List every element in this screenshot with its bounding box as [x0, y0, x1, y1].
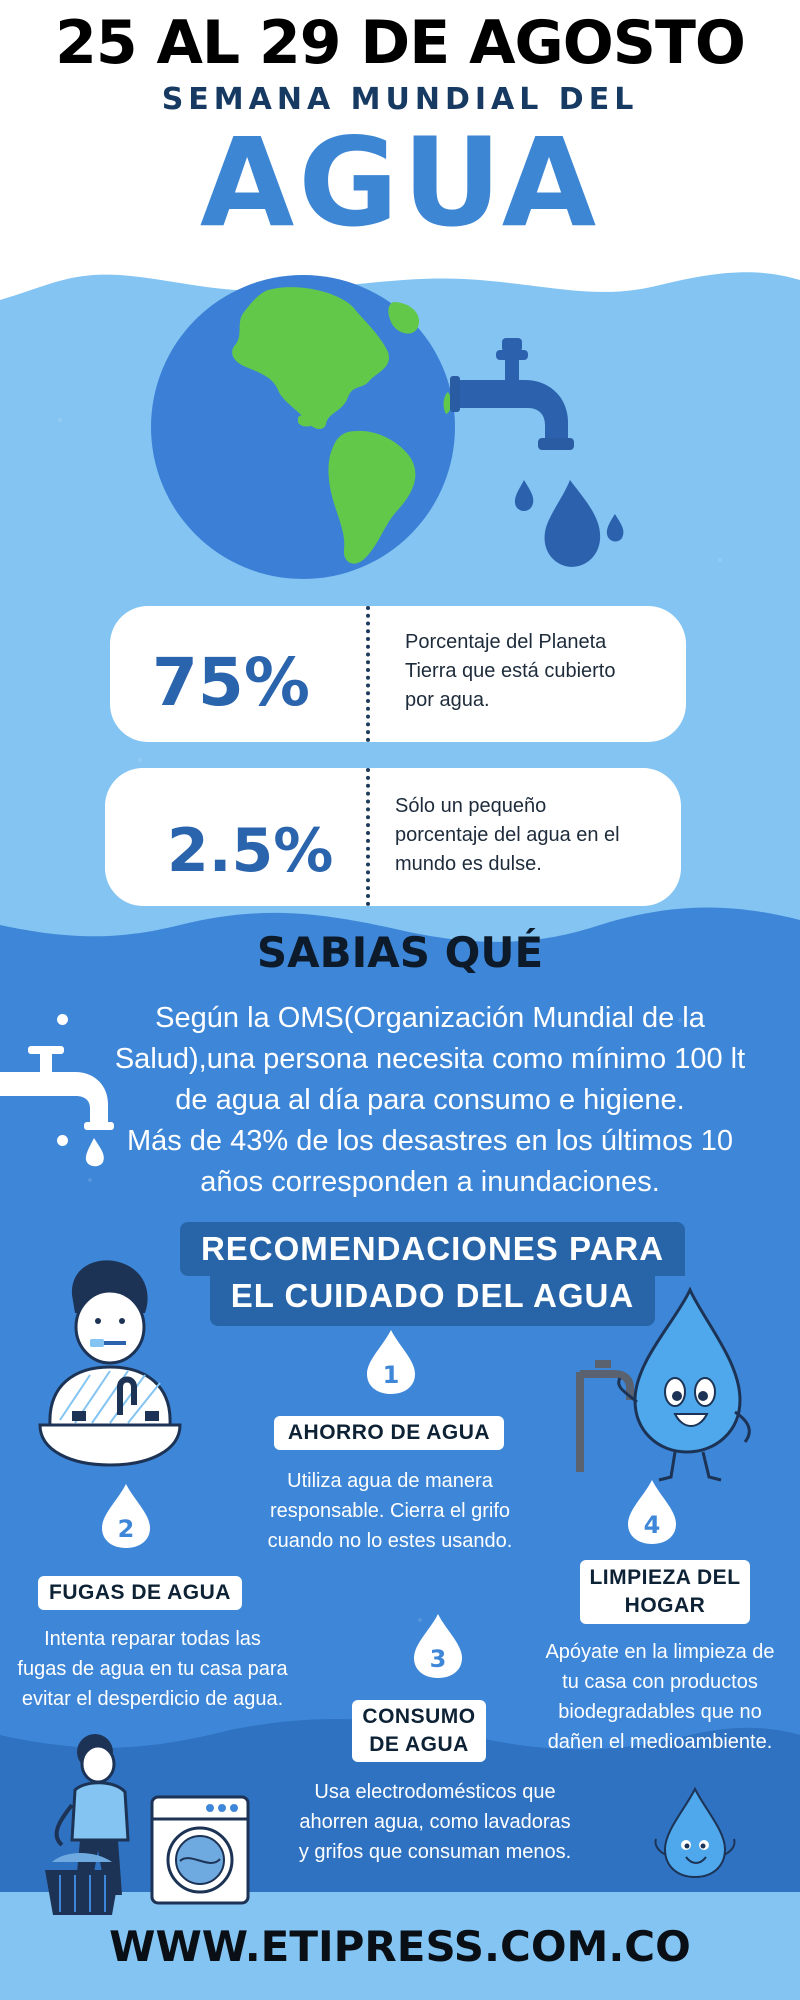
- recommendation-description: Apóyate en la limpieza de tu casa con productos biodegradables que no dañen el medioambiente.: [545, 1641, 775, 1753]
- boy-brushing-teeth-illustration: [30, 1255, 190, 1475]
- stat-description: Porcentaje del Planeta Tierra que está cubierto por agua.: [405, 631, 616, 711]
- recommendation-label: AHORRO DE AGUA: [274, 1416, 504, 1450]
- recommendation-description: Utiliza agua de manera responsable. Cierra el grifo cuando no lo estes usando.: [267, 1470, 513, 1552]
- recommendation-description: Usa electrodomésticos que ahorren agua, como lavadoras y grifos que consuman menos.: [298, 1781, 572, 1863]
- page-title: AGUA: [199, 112, 601, 254]
- faucet-icon: [450, 330, 630, 580]
- stat-value: 2.5%: [167, 816, 334, 886]
- step-number-drop: [624, 1478, 680, 1546]
- stat-value: 75%: [152, 644, 310, 721]
- recommendation-description: Intenta reparar todas las fugas de agua en tu casa para evitar el desperdicio de agua.: [17, 1628, 288, 1710]
- stat-card: [110, 606, 686, 742]
- event-dates: 25 AL 29 DE AGOSTO: [55, 8, 745, 78]
- divider: [366, 606, 370, 742]
- recommendations-title-line: RECOMENDACIONES PARA: [200, 1230, 665, 1267]
- bullet: [57, 1014, 68, 1025]
- step-number-drop: [98, 1482, 154, 1550]
- step-number: 2: [117, 1515, 135, 1543]
- earth-globe-icon: [148, 272, 458, 582]
- washing-machine-icon: [150, 1795, 250, 1905]
- stat-description: Sólo un pequeño porcentaje del agua en el mundo es dulse.: [395, 795, 620, 875]
- bullet: [57, 1135, 68, 1146]
- recommendation-label: FUGAS DE AGUA: [38, 1576, 242, 1610]
- stat-card: [105, 768, 681, 906]
- step-number-drop: [410, 1612, 466, 1680]
- recommendations-title-line: EL CUIDADO DEL AGUA: [230, 1277, 635, 1314]
- fact: Más de 43% de los desastres en los últimos 10 años corresponden a inundaciones.: [126, 1125, 734, 1198]
- event-subtitle: SEMANA MUNDIAL DEL: [161, 82, 639, 117]
- step-number: 1: [382, 1361, 400, 1389]
- step-number-drop: [363, 1328, 419, 1396]
- recommendation-label: CONSUMO DE AGUA: [352, 1700, 486, 1762]
- water-drop-mascot-illustration: [650, 1785, 740, 1885]
- footer-website-link[interactable]: WWW.ETIPRESS.COM.CO: [109, 1922, 691, 1971]
- section-title: SABIAS QUÉ: [256, 928, 544, 977]
- step-number: 3: [429, 1645, 447, 1673]
- water-drop-mascot-illustration: [575, 1282, 775, 1492]
- recommendation-label: LIMPIEZA DEL HOGAR: [580, 1560, 750, 1624]
- step-number: 4: [643, 1511, 661, 1539]
- fact: Según la OMS(Organización Mundial de la Salud),una persona necesita como mínimo 100 lt de agua al día para consumo e higiene.: [114, 1002, 746, 1116]
- divider: [366, 768, 370, 906]
